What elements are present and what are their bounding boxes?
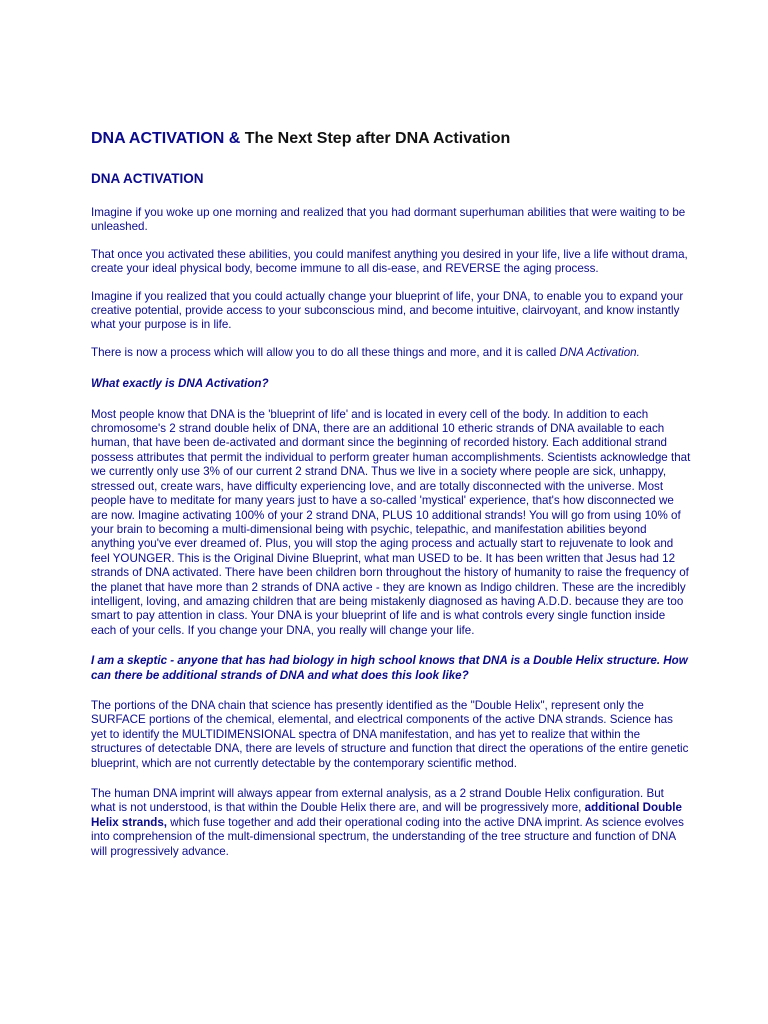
article-body	[91, 128, 691, 872]
paragraph-4-italic: DNA Activation.	[559, 345, 640, 359]
title-ampersand: &	[224, 130, 245, 147]
paragraph-7	[91, 787, 691, 859]
question-1: What exactly is DNA Activation?	[91, 377, 269, 391]
paragraph-4	[91, 346, 691, 360]
section-heading: DNA ACTIVATION	[91, 171, 204, 186]
paragraph-7-tail: which fuse together and add their operational coding into the active DNA imprint. As science evolves into comprehension of the mult-dimensional spectrum, the understanding of the tree structure and function of DNA will progressively advance.	[91, 815, 684, 858]
paragraph-5: Most people know that DNA is the 'blueprint of life' and is located in every cell of the body. In addition to each chromosome's 2 strand double helix of DNA, there are an additional 10 etheric strands of DNA available to each human, that have been de-activated and dormant since the beginning of recorded history. Each additional strand possess attributes that permit the individual to perform greater human accomplishments. Scientists acknowledge that we currently only use 3% of our current 2 strand DNA. Thus we live in a society where people are sick, unhappy, stressed out, create wars, have difficulty experiencing love, and are totally disconnected with the universe. Most people have to meditate for many years just to have a so-called 'mystical' experience, that's how disconnected we are now. Imagine activating 100% of your 2 strand DNA, PLUS 10 additional strands! You will go from using 10% of your brain to becoming a multi-dimensional being with psychic, telepathic, and manifestation abilities beyond anything you've ever dreamed of. Plus, you will stop the aging process and actually start to rejuvenate to look and feel YOUNGER. This is the Original Divine Blueprint, what man USED to be. It has been written that Jesus had 12 strands of DNA activated. There have been children born throughout the history of humanity to raise the frequency of the planet that have more than 2 strands of DNA active - they are known as Indigo children. These are the incredibly intelligent, loving, and amazing children that are being mistakenly diagnosed as having A.D.D. because they are too smart to pay attention in class. Your DNA is your blueprint of life and is what controls every single function inside each of your cells. If you change your DNA, you really will change your life.	[91, 407, 691, 637]
question-2: I am a skeptic - anyone that has had biology in high school knows that DNA is a Double Helix structure. How can there be additional strands of DNA and what does this look like?	[91, 654, 688, 682]
page-title	[91, 128, 691, 150]
paragraph-1: Imagine if you woke up one morning and realized that you had dormant superhuman abilities that were waiting to be unleashed.	[91, 206, 686, 234]
paragraph-6: The portions of the DNA chain that science has presently identified as the "Double Helix", represent only the SURFACE portions of the chemical, elemental, and electrical components of the active DNA strands. Science has yet to identify the MULTIDIMENSIONAL spectra of DNA manifestation, and has yet to realize that within the structures of detectable DNA, there are levels of structure and function that direct the operations of the entire genetic blueprint, which are not currently detectable by the contemporary scientific method.	[91, 698, 689, 770]
paragraph-4-text: There is now a process which will allow you to do all these things and more, and it is called	[91, 345, 560, 359]
paragraph-3: Imagine if you realized that you could actually change your blueprint of life, your DNA, to enable you to expand your creative potential, provide access to your subconscious mind, and become intuitive, clairvoyant, and know instantly what your purpose is in life.	[91, 289, 684, 332]
paragraph-7-text: The human DNA imprint will always appear from external analysis, as a 2 strand Double Helix configuration. But what is not understood, is that within the Double Helix there are, and will be progressively more,	[91, 787, 664, 815]
title-part-1: DNA ACTIVATION	[91, 130, 225, 147]
paragraph-2: That once you activated these abilities, you could manifest anything you desired in your life, live a life without drama, create your ideal physical body, become immune to all dis-ease, and REVERSE the aging process.	[91, 247, 688, 276]
paragraph-7-bold: additional Double Helix strands,	[91, 801, 682, 829]
title-part-2: The Next Step after DNA Activation	[244, 130, 511, 147]
